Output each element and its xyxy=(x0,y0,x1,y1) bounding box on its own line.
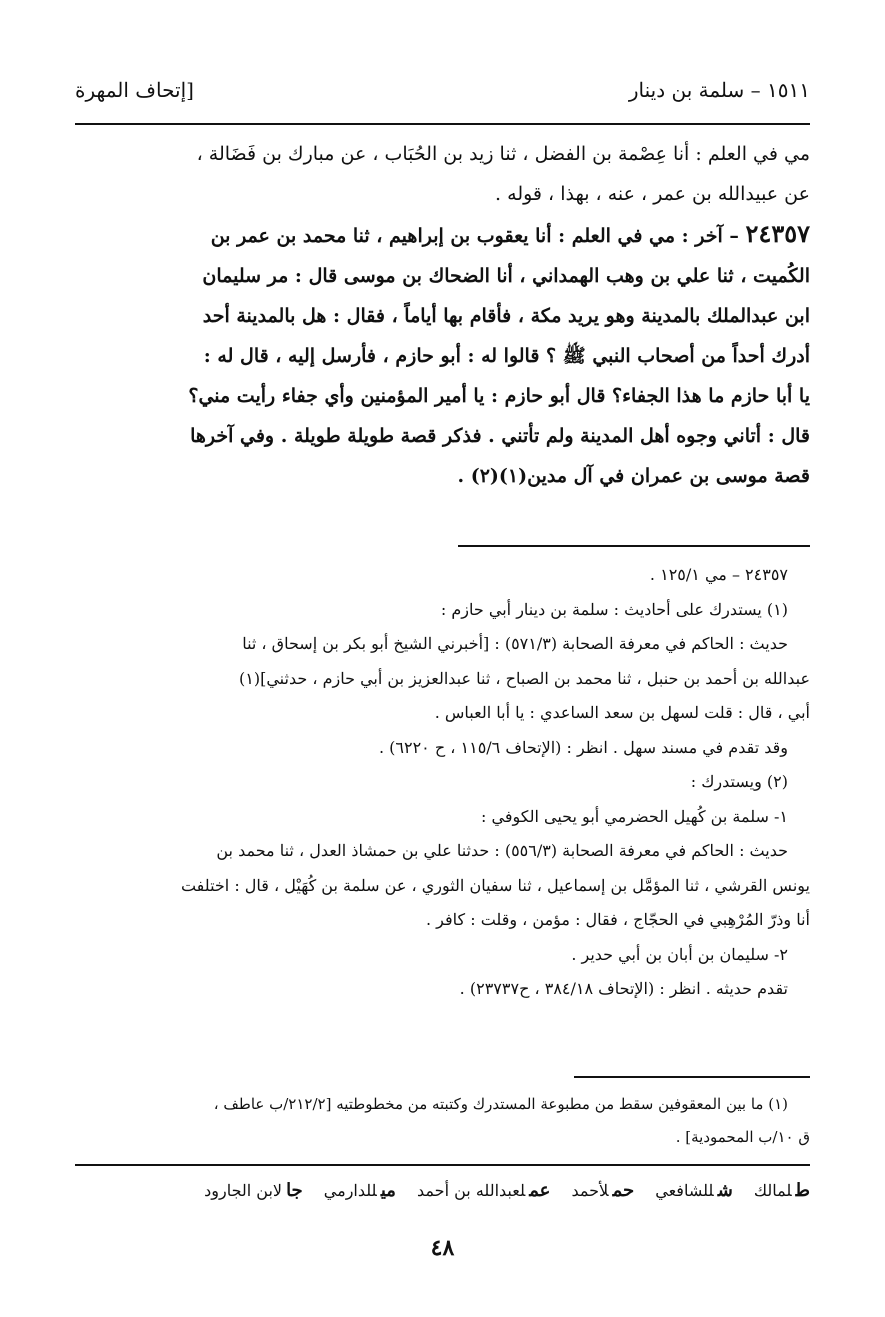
note-line: (١) يستدرك على أحاديث : سلمة بن دينار أبي حازم : xyxy=(440,599,788,619)
text-line: أدرك أحداً من أصحاب النبي ﷺ ؟ قالوا له : أبو حازم ، فأرسل إليه ، قال له : xyxy=(203,345,810,367)
note-line: أبي ، قال : قلت لسهل بن سعد الساعدي : يا أبا العباس . xyxy=(434,703,810,722)
entry-heading-text: – آخر : مي في العلم : أنا يعقوب بن إبراهيم ، ثنا محمد بن عمر بن xyxy=(210,225,746,247)
note-line: حديث : الحاكم في معرفة الصحابة (٥٧١/٣) : [أخبرني الشيخ أبو بكر بن إسحاق ، ثنا xyxy=(242,634,788,653)
abbreviation-item xyxy=(324,1181,396,1200)
text-line: الكُميت ، ثنا علي بن وهب الهمداني ، أنا الضحاك بن موسى قال : مر سليمان xyxy=(202,265,810,287)
abbreviations-divider xyxy=(75,1164,810,1166)
footnote-line: ق ١٠/ب المحمودية] . xyxy=(675,1128,810,1146)
footnote-line: (١) ما بين المعقوفين سقط من مطبوعة المستدرك وكتبته من مخطوطتيه [٢١٢/٢/ب عاطف ، xyxy=(213,1095,788,1113)
note-line: عبدالله بن أحمد بن حنبل ، ثنا محمد بن الصباح ، ثنا عبدالعزيز بن أبي حازم ، حدثني](١) xyxy=(239,668,810,688)
text-line: عن عبيدالله بن عمر ، عنه ، بهذا ، قوله . xyxy=(495,183,810,205)
running-header xyxy=(75,78,810,112)
note-line: تقدم حديثه . انظر : (الإتحاف ٣٨٤/١٨ ، ح٢٣٧٣٧) . xyxy=(459,979,788,998)
header-chapter-title: ١٥١١ – سلمة بن دينار xyxy=(628,78,810,102)
abbreviation-item xyxy=(204,1181,303,1200)
note-line: ٢- سليمان بن أبان بن أبي حدير . xyxy=(571,944,788,964)
abbreviation-code: مي xyxy=(380,1180,396,1201)
abbreviation-desc: للشافعي xyxy=(655,1181,714,1200)
text-line: يا أبا حازم ما هذا الجفاء؟ قال أبو حازم : يا أمير المؤمنين وأي جفاء رأيت مني؟ xyxy=(188,385,810,407)
abbreviation-desc: لمالك xyxy=(753,1181,792,1200)
abbreviation-code: ط xyxy=(795,1180,810,1201)
text-line: قال : أتاني وجوه أهل المدينة ولم تأتني . فذكر قصة طويلة طويلة . وفي آخرها xyxy=(190,425,810,447)
abbreviation-desc: للدارمي xyxy=(323,1181,377,1200)
notes-section xyxy=(75,558,810,1007)
entry-heading-line xyxy=(75,214,810,256)
entry-number: ٢٤٣٥٧ xyxy=(745,219,810,248)
text-line: قصة موسى بن عمران في آل مدين(١)(٢) . xyxy=(457,465,810,487)
header-divider xyxy=(75,123,810,125)
note-line: (٢) ويستدرك : xyxy=(690,772,788,791)
note-line: يونس القرشي ، ثنا المؤمَّل بن إسماعيل ، ثنا سفيان الثوري ، عن سلمة بن كُهَيْل ، قال : اختلفت xyxy=(180,875,810,895)
abbreviations-key xyxy=(75,1180,810,1214)
footnote-section xyxy=(75,1088,810,1154)
abbreviation-desc: لعبدالله بن أحمد xyxy=(417,1181,526,1200)
abbreviation-item xyxy=(655,1181,733,1200)
page-number: ٤٨ xyxy=(430,1235,455,1261)
abbreviation-item xyxy=(754,1181,810,1200)
note-line: وقد تقدم في مسند سهل . انظر : (الإتحاف ١١٥/٦ ، ح ٦٢٢٠) . xyxy=(378,737,788,757)
abbreviation-code: ش xyxy=(717,1180,733,1201)
abbreviation-desc: لأحمد xyxy=(571,1181,609,1200)
footnote-divider xyxy=(574,1076,810,1078)
note-line: أنا وذرّ المُرْهِبي في الحجّاج ، فقال : مؤمن ، وقلت : كافر . xyxy=(425,910,810,929)
abbreviation-item xyxy=(417,1181,550,1200)
abbreviation-code: حم xyxy=(612,1180,635,1201)
abbreviation-code: عم xyxy=(529,1180,551,1201)
abbreviation-code: جا xyxy=(286,1180,303,1201)
text-line: مي في العلم : أنا عِصْمة بن الفضل ، ثنا زيد بن الحُبَاب ، عن مبارك بن فَضَالة ، xyxy=(196,143,810,165)
notes-divider xyxy=(458,545,810,547)
note-line: ٢٤٣٥٧ – مي ١٢٥/١ . xyxy=(649,565,788,584)
abbreviation-item xyxy=(572,1181,635,1200)
note-line: ١- سلمة بن كُهيل الحضرمي أبو يحيى الكوفي : xyxy=(481,806,788,826)
main-text xyxy=(75,134,810,496)
header-book-title: [إتحاف المهرة xyxy=(75,78,194,102)
text-line: ابن عبدالملك بالمدينة وهو يريد مكة ، فأقام بها أياماً ، فقال : هل بالمدينة أحد xyxy=(202,305,810,327)
note-line: حديث : الحاكم في معرفة الصحابة (٥٥٦/٣) : حدثنا علي بن حمشاذ العدل ، ثنا محمد بن xyxy=(216,841,788,860)
abbreviation-desc: لابن الجارود xyxy=(204,1181,283,1200)
